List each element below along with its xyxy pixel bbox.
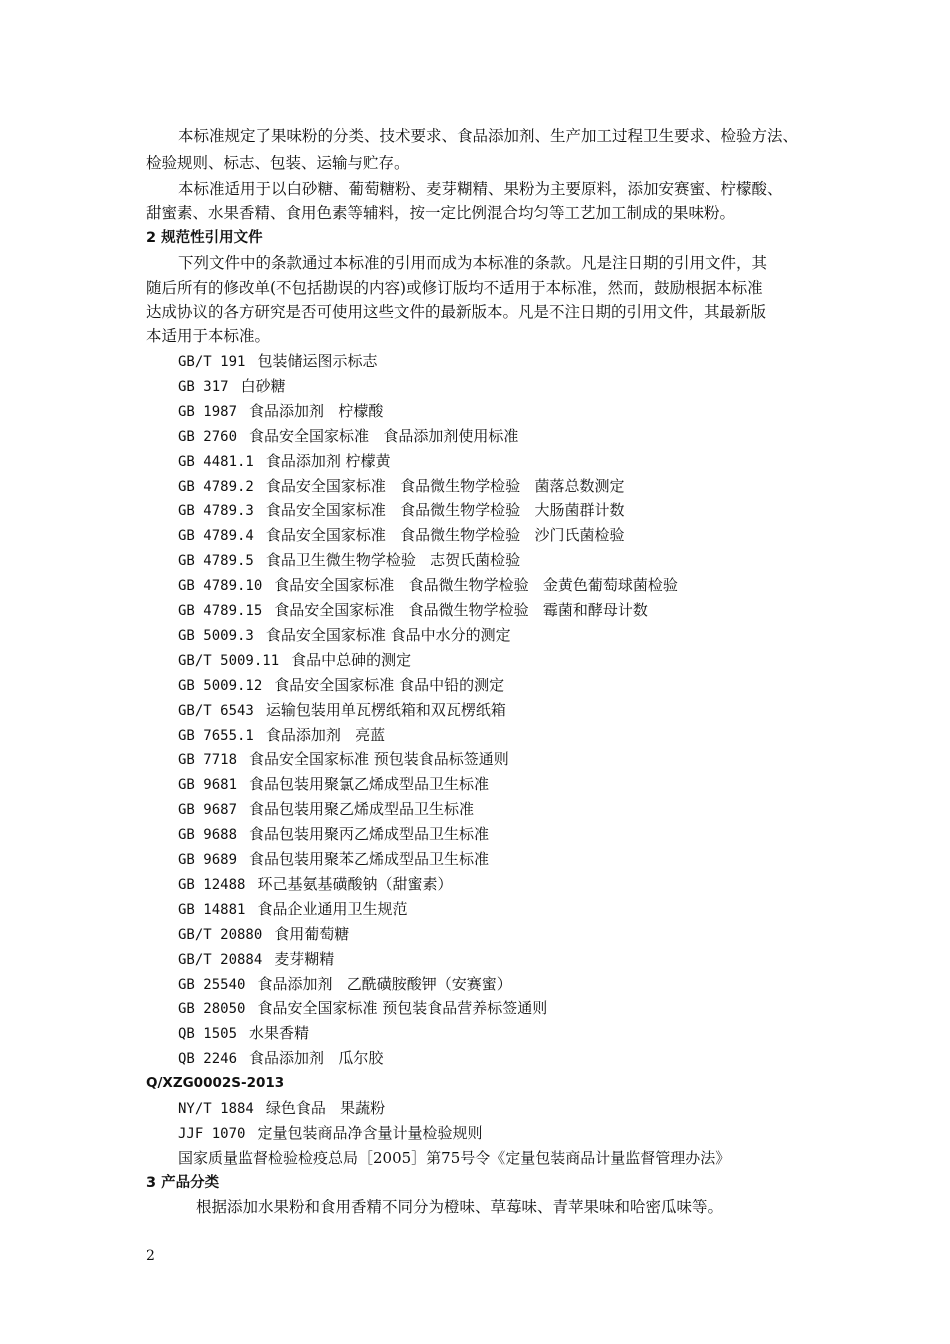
reference-title: 包装储运图示标志 (257, 352, 378, 370)
reference-item (178, 1046, 383, 1071)
reference-code: QB 2246 (178, 1051, 238, 1068)
reference-title: 食品添加剂 瓜尔胶 (249, 1049, 384, 1068)
reference-item (178, 747, 509, 772)
reference-title: 定量包装商品净含量计量检验规则 (257, 1124, 483, 1142)
reference-title: 食品安全国家标准 食品中水分的测定 (265, 625, 511, 644)
section-2-intro-line2: 随后所有的修改单(不包括勘误的内容)或修订版均不适用于本标准，然而，鼓励根据本标准 (146, 279, 763, 297)
reference-item (178, 847, 489, 872)
reference-item (178, 872, 452, 897)
reference-title: 食品企业通用卫生规范 (257, 899, 408, 918)
reference-item (178, 772, 489, 797)
reference-item (178, 673, 504, 698)
reference-title: 绿色食品 果蔬粉 (265, 1099, 386, 1117)
reference-code: GB/T 5009.11 (178, 652, 280, 669)
reference-code: GB 4789.2 (178, 478, 254, 495)
reference-code: JJF 1070 (178, 1126, 246, 1142)
reference-item (178, 598, 648, 623)
reference-title: 环己基氨基磺酸钠（甜蜜素） (257, 874, 453, 893)
reference-code: GB 28050 (178, 1001, 246, 1018)
reference-code: GB/T 191 (178, 354, 246, 370)
reference-code: GB 5009.3 (178, 627, 254, 644)
reference-title: 麦芽糊精 (274, 949, 335, 968)
reference-code: GB 317 (178, 378, 229, 395)
reference-title: 食品中总砷的测定 (291, 650, 412, 669)
reference-item (178, 449, 391, 474)
reference-code: QB 1505 (178, 1026, 238, 1043)
reference-code: GB 4789.3 (178, 503, 254, 520)
page-number: 2 (146, 1248, 155, 1264)
document-id: Q/XZG0002S-2013 (146, 1075, 285, 1091)
reference-code: GB 9688 (178, 827, 238, 844)
reference-code: GB 4789.10 (178, 578, 263, 595)
reference-title: 食品安全国家标准 食品微生物学检验 大肠菌群计数 (265, 501, 625, 520)
reference-item (178, 723, 385, 748)
reference-title: 食品包装用聚苯乙烯成型品卫生标准 (249, 850, 490, 868)
section-2-intro-line1: 下列文件中的条款通过本标准的引用而成为本标准的条款。凡是注日期的引用文件，其 (178, 254, 768, 272)
reference-title: 食品添加剂 柠檬酸 (249, 401, 384, 420)
reference-title: 食品添加剂 乙酰磺胺酸钾（安赛蜜） (257, 974, 512, 993)
reference-item (178, 349, 377, 374)
reference-item (178, 623, 511, 648)
reference-item (178, 1021, 309, 1046)
reference-code: GB 4789.4 (178, 528, 254, 545)
reference-title: 食品添加剂 柠檬黄 (265, 451, 391, 470)
reference-item (178, 548, 520, 573)
reference-title: 运输包装用单瓦楞纸箱和双瓦楞纸箱 (265, 700, 506, 719)
reference-code: GB 4789.15 (178, 603, 263, 619)
reference-title: 食品安全国家标准 食品添加剂使用标准 (249, 426, 519, 445)
reference-code: GB 7718 (178, 752, 238, 769)
reference-item (178, 498, 624, 523)
reference-title: 食品包装用聚氯乙烯成型品卫生标准 (249, 775, 490, 794)
reference-code: GB 4481.1 (178, 453, 254, 470)
section-2-heading: 2 规范性引用文件 (146, 230, 263, 246)
scope-para2-line1: 本标准适用于以白砂糖、葡萄糖粉、麦芽糊精、果粉为主要原料，添加安赛蜜、柠檬酸、 (178, 180, 783, 198)
reference-code: GB/T 20884 (178, 951, 263, 968)
reference-title: 食品安全国家标准 食品微生物学检验 菌落总数测定 (265, 476, 625, 495)
decree-reference: 国家质量监督检验检疫总局［2005］第75号令《定量包装商品计量监督管理办法》 (178, 1149, 731, 1167)
reference-title: 食品安全国家标准 预包装食品营养标签通则 (257, 999, 548, 1018)
reference-item (178, 474, 624, 499)
reference-item (178, 797, 474, 822)
reference-code: GB 2760 (178, 428, 238, 445)
reference-item (178, 996, 547, 1021)
reference-item (178, 822, 489, 847)
reference-title: 水果香精 (249, 1024, 310, 1043)
reference-code: NY/T 1884 (178, 1101, 254, 1117)
reference-code: GB 9689 (178, 852, 238, 868)
reference-item (178, 1096, 385, 1121)
reference-code: GB/T 20880 (178, 926, 263, 943)
reference-title: 食品安全国家标准 食品微生物学检验 金黄色葡萄球菌检验 (274, 576, 678, 595)
reference-item (178, 648, 411, 673)
reference-title: 食品安全国家标准 食品微生物学检验 霉菌和酵母计数 (274, 601, 648, 619)
reference-title: 食品包装用聚丙乙烯成型品卫生标准 (249, 825, 490, 844)
reference-title: 食用葡萄糖 (274, 924, 350, 943)
reference-code: GB 4789.5 (178, 553, 254, 570)
reference-title: 食品安全国家标准 食品中铅的测定 (274, 675, 505, 694)
reference-code: GB 25540 (178, 976, 246, 993)
section-2-intro-line4: 本适用于本标准。 (146, 327, 271, 345)
reference-code: GB 12488 (178, 876, 246, 893)
section-2-intro-line3: 达成协议的各方研究是否可使用这些文件的最新版本。凡是不注日期的引用文件，其最新版 (146, 303, 767, 321)
reference-item (178, 922, 349, 947)
reference-code: GB 14881 (178, 901, 246, 918)
reference-item (178, 1121, 482, 1146)
reference-title: 食品安全国家标准 食品微生物学检验 沙门氏菌检验 (265, 526, 625, 545)
reference-title: 食品卫生微生物学检验 志贺氏菌检验 (265, 551, 521, 570)
section-3-text: 根据添加水果粉和食用香精不同分为橙味、草莓味、青苹果味和哈密瓜味等。 (196, 1198, 724, 1216)
reference-item (178, 947, 334, 972)
reference-code: GB 9687 (178, 802, 238, 819)
reference-title: 食品包装用聚乙烯成型品卫生标准 (249, 800, 475, 819)
reference-code: GB 9681 (178, 777, 238, 794)
reference-code: GB/T 6543 (178, 702, 254, 719)
reference-item (178, 424, 518, 449)
reference-code: GB 5009.12 (178, 677, 263, 694)
reference-item (178, 972, 512, 997)
reference-item (178, 374, 286, 399)
reference-title: 白砂糖 (240, 376, 286, 395)
reference-title: 食品添加剂 亮蓝 (265, 725, 386, 744)
reference-item (178, 698, 506, 723)
scope-para2-line2: 甜蜜素、水果香精、食用色素等辅料，按一定比例混合均匀等工艺加工制成的果味粉。 (146, 204, 736, 222)
scope-para1-line2: 检验规则、标志、包装、运输与贮存。 (146, 154, 410, 172)
reference-item (178, 897, 407, 922)
scope-para1-line1: 本标准规定了果味粉的分类、技术要求、食品添加剂、生产加工过程卫生要求、检验方法、 (178, 127, 799, 145)
section-3-heading: 3 产品分类 (146, 1175, 220, 1191)
reference-item (178, 399, 383, 424)
reference-code: GB 7655.1 (178, 727, 254, 744)
reference-item (178, 523, 624, 548)
reference-title: 食品安全国家标准 预包装食品标签通则 (249, 750, 509, 769)
reference-item (178, 573, 678, 598)
reference-code: GB 1987 (178, 403, 238, 420)
